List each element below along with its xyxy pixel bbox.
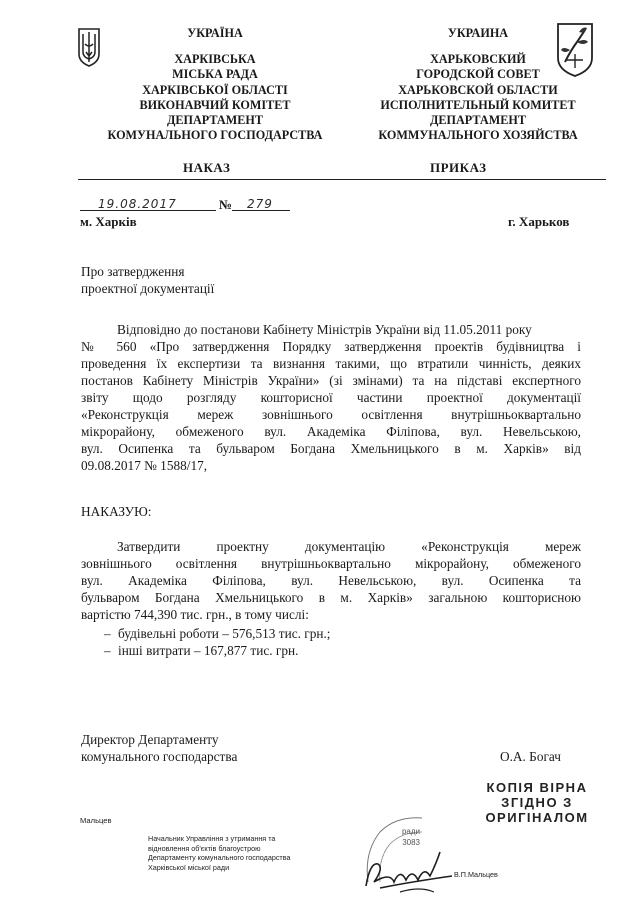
order-title-ua: НАКАЗ (183, 160, 231, 175)
header-line: ДЕПАРТАМЕНТ (167, 113, 263, 128)
approval-line: вартістю 744,390 тис. грн., в тому числі: (81, 607, 309, 622)
body-line: постанов Кабінету Міністрів України» (зі змінами) та на підставі експертного (81, 373, 581, 388)
stamp-line: ЗГІДНО З (501, 795, 573, 810)
decree-word: НАКАЗУЮ: (81, 504, 152, 519)
seal-line: 3083 (402, 838, 420, 847)
header-line: ХАРЬКОВСКОЙ ОБЛАСТИ (398, 82, 558, 97)
country-name-ru: УКРАИНА (447, 26, 509, 40)
stamp-line: КОПІЯ ВІРНА (486, 780, 588, 795)
body-paragraph (0, 322, 641, 492)
subject (81, 264, 214, 297)
order-title-ru: ПРИКАЗ (430, 160, 487, 175)
cert-line: Харківської міської ради (148, 862, 230, 872)
approval-line: зовнішнього освітлення внутрішньоквартально мікрорайону, обмеженого (81, 556, 581, 571)
signatory-title-line: Директор Департаменту (81, 732, 219, 747)
header-line: ХАРЬКОВСКИЙ (430, 52, 526, 67)
order-date: 19.08.2017 (98, 197, 177, 211)
seal-line: ради (401, 827, 420, 836)
subject-line: Про затвердження (81, 264, 185, 279)
list-item: інші витрати – 167,877 тис. грн. (118, 643, 299, 658)
header-line: ХАРКІВСЬКОЇ ОБЛАСТІ (142, 82, 288, 97)
city-ua: м. Харків (80, 214, 137, 229)
cert-line: Начальник Управління з утримання та (148, 834, 276, 843)
header-ukrainian (95, 26, 335, 143)
approval-line: вул. Академіка Філіпова, вул. Невельською, вул. Осипенка та (81, 573, 581, 588)
body-line: «Реконструкція мереж зовнішнього освітлення внутрішньоквартально (81, 407, 581, 422)
subject-line: проектної документації (81, 280, 215, 296)
body-line: мікрорайону, обмеженого вул. Академіка Філіпова, вул. Невельською, (81, 424, 581, 439)
signatory-name: О.А. Богач (500, 749, 561, 764)
header-line: ИСПОЛНИТЕЛЬНЫЙ КОМИТЕТ (380, 97, 576, 112)
header-line: ГОРОДСКОЙ СОВЕТ (416, 67, 540, 82)
stamp-line: ОРИГІНАЛОМ (485, 810, 589, 825)
country-name-ua: УКРАЇНА (187, 26, 243, 40)
body-line: вул. Осипенка та бульваром Богдана Хмельницького в м. Харків» від (81, 441, 581, 456)
order-number: 279 (247, 197, 273, 211)
signatory-title (81, 732, 237, 765)
certification-block (148, 834, 290, 872)
approval-line: бульваром Богдана Хмельницького в м. Харків» загальною кошторисною (81, 590, 581, 605)
handwritten-signature (360, 842, 460, 898)
number-underline (232, 210, 290, 211)
number-label: № (219, 197, 233, 212)
city-ru: г. Харьков (508, 214, 570, 229)
body-line: проведення їх експертизи та визнання такими, що втратили чинність, деяких (81, 356, 581, 371)
header-line: КОМУНАЛЬНОГО ГОСПОДАРСТВА (107, 128, 323, 143)
header-russian (358, 26, 598, 143)
list-item: будівельні роботи – 576,513 тис. грн.; (118, 626, 331, 641)
cert-line: Департаменту комунального господарства (148, 853, 291, 863)
body-line: 09.08.2017 № 1588/17, (81, 458, 208, 473)
body-line: № 560 «Про затвердження Порядку затвердження проектів будівництва і (81, 339, 581, 354)
approval-paragraph (0, 539, 641, 679)
body-line: Відповідно до постанови Кабінету Міністрів України від 11.05.2011 року (117, 322, 532, 337)
cert-line: відновлення об'єктів благоустрою (148, 843, 261, 853)
list-bullet: – (104, 626, 111, 641)
list-bullet: – (104, 643, 111, 658)
approval-line: Затвердити проектну документацію «Реконструкція мереж (117, 539, 581, 554)
certifier-name: В.П.Мальцев (454, 870, 498, 879)
header-line: МІСЬКА РАДА (172, 67, 258, 82)
header-line: ХАРКІВСЬКА (174, 52, 256, 67)
header-divider (78, 179, 606, 180)
date-underline (80, 210, 216, 211)
header-line: ДЕПАРТАМЕНТ (430, 113, 526, 128)
body-line: звіту щодо розгляду кошторисної частини проектної документації (81, 390, 581, 405)
signatory-title-line: комунального господарства (81, 748, 238, 764)
header-line: ВИКОНАВЧИЙ КОМІТЕТ (139, 97, 291, 112)
executor-name: Мальцев (80, 816, 112, 825)
header-line: КОММУНАЛЬНОГО ХОЗЯЙСТВА (378, 128, 578, 143)
certified-copy-stamp (482, 780, 592, 825)
